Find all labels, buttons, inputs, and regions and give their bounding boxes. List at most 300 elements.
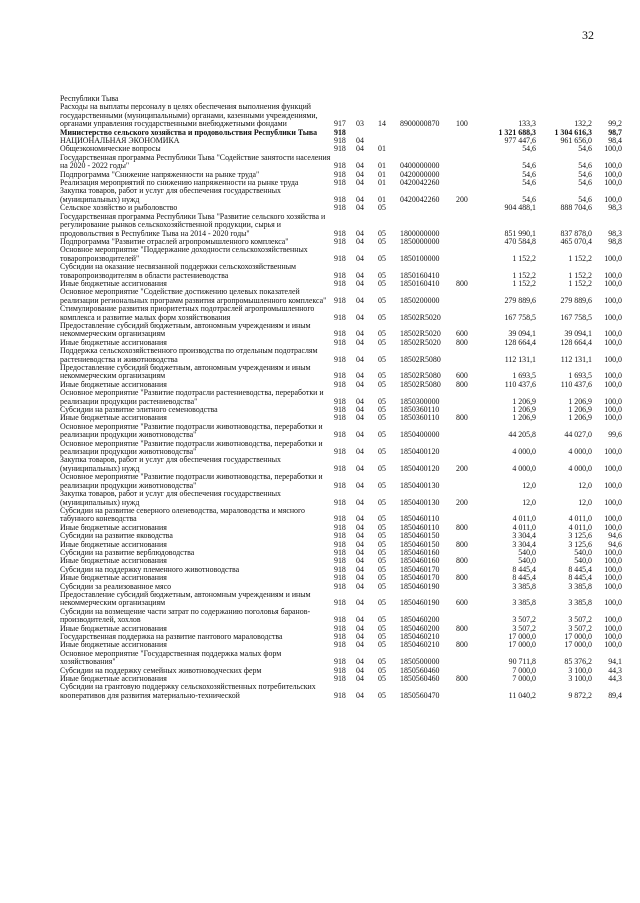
target-article-code: 1850460160 — [400, 547, 440, 557]
ministry-code: 918 — [334, 144, 346, 154]
expense-type-code — [456, 440, 480, 457]
ministry-code: 918 — [334, 312, 346, 322]
table-row — [60, 213, 622, 238]
expense-type-code: 200 — [456, 194, 468, 204]
section-code: 04 — [356, 312, 364, 322]
row-name: Предоставление субсидий бюджетным, автономным учреждениям и иным некоммерческим организациям — [60, 589, 311, 608]
row-name: Подпрограмма "Снижение напряженности на рынке труда" — [60, 169, 260, 179]
ministry-code: 918 — [334, 161, 346, 171]
fact-value: 4 000,0 — [568, 463, 592, 473]
row-name: Иные бюджетные ассигнования — [60, 640, 167, 650]
plan-value: 3 385,8 — [512, 581, 536, 591]
expense-type-code: 800 — [456, 573, 468, 583]
plan-value: 3 507,2 — [512, 615, 536, 625]
target-article-code: 1850460110 — [400, 522, 440, 532]
expense-type-code: 800 — [456, 379, 468, 389]
plan-value: 128 664,4 — [504, 337, 536, 347]
row-name: Иные бюджетные ассигнования — [60, 539, 167, 549]
expense-type-code: 800 — [456, 413, 468, 423]
row-name: Субсидии на развитие северного оленеводства, мараловодства и мясного табунного коневодства — [60, 505, 305, 524]
row-name: Республики Тыва — [60, 94, 119, 103]
expense-type-code — [456, 154, 480, 171]
section-code: 04 — [356, 480, 364, 490]
subsection-code: 05 — [378, 480, 386, 490]
target-article-code: 1850460170 — [400, 564, 440, 574]
target-article-code: 1850400120 — [400, 447, 440, 457]
ministry-code: 918 — [334, 169, 346, 179]
ministry-code: 918 — [334, 295, 346, 305]
target-article-code: 1850460170 — [400, 573, 440, 583]
row-name: Министерство сельского хозяйства и продовольствия Республики Тыва — [60, 127, 318, 137]
section-code: 04 — [356, 615, 364, 625]
subsection-code: 05 — [378, 514, 386, 524]
fact-value: 54,6 — [578, 169, 592, 179]
table-row — [60, 650, 622, 667]
ministry-code: 918 — [334, 253, 346, 263]
target-article-code: 1850560460 — [400, 674, 440, 684]
row-name: Основное мероприятие "Развитие подотрасли растениеводства, переработки и реализации продукции растениеводства" — [60, 388, 324, 406]
section-code: 04 — [356, 203, 364, 213]
subsection-code: 05 — [378, 665, 386, 675]
subsection-code: 05 — [378, 497, 386, 507]
ministry-code: 918 — [334, 405, 346, 415]
target-article-code — [400, 204, 456, 212]
percent-value: 100,0 — [604, 497, 622, 507]
fact-value: 1 152,2 — [568, 278, 592, 288]
section-code: 04 — [356, 329, 364, 339]
ministry-code: 918 — [334, 657, 346, 667]
section-code: 04 — [356, 623, 364, 633]
percent-value: 100,0 — [604, 371, 622, 381]
row-name: Субсидии на грантовую поддержку сельскохозяйственных потребительских кооперативов для развития материально-технической — [60, 682, 316, 700]
section-code: 04 — [356, 463, 364, 473]
plan-value: 8 445,4 — [512, 573, 536, 583]
plan-value: 851 990,1 — [504, 228, 536, 238]
target-article-code: 1850400130 — [400, 497, 440, 507]
plan-value: 1 206,9 — [512, 396, 536, 406]
fact-value — [536, 95, 592, 103]
fact-value: 888 704,6 — [560, 203, 592, 213]
percent-value: 100,0 — [604, 295, 622, 305]
row-name: Субсидии на развитие верблюдоводства — [60, 547, 195, 557]
target-article-code: 1850460190 — [400, 581, 440, 591]
percent-value: 100,0 — [604, 405, 622, 415]
target-article-code: 0420000000 — [400, 169, 440, 179]
target-article-code — [400, 95, 456, 103]
fact-value: 128 664,4 — [560, 337, 592, 347]
expense-type-code: 800 — [456, 640, 468, 650]
target-article-code — [400, 137, 456, 145]
row-name: Закупка товаров, работ и услуг для обеспечения государственных (муниципальных) нужд — [60, 455, 281, 473]
row-name: Общеэкономические вопросы — [60, 144, 161, 154]
percent-value: 100,0 — [604, 463, 622, 473]
subsection-code: 05 — [378, 371, 386, 381]
fact-value: 4 011,0 — [568, 522, 592, 532]
section-code: 04 — [356, 253, 364, 263]
target-article-code: 1850400130 — [400, 480, 440, 490]
subsection-code — [378, 129, 400, 137]
plan-value: 1 206,9 — [512, 405, 536, 415]
percent-value: 94,6 — [608, 539, 622, 549]
percent-value: 100,0 — [604, 413, 622, 423]
plan-value: 44 205,8 — [508, 430, 536, 440]
fact-value: 540,0 — [574, 547, 592, 557]
fact-value: 112 131,1 — [560, 354, 592, 364]
fact-value: 3 385,8 — [568, 598, 592, 608]
subsection-code: 05 — [378, 295, 386, 305]
fact-value: 85 376,2 — [564, 657, 592, 667]
plan-value: 7 000,0 — [512, 665, 536, 675]
plan-value: 54,6 — [522, 194, 536, 204]
percent-value: 100,0 — [604, 581, 622, 591]
section-code: 04 — [356, 581, 364, 591]
fact-value: 3 385,8 — [568, 581, 592, 591]
expense-type-code: 800 — [456, 522, 468, 532]
table-row — [60, 246, 622, 263]
row-name: Субсидии на оказание несвязанной поддержки сельскохозяйственным товаропроизводителям в области растениеводства — [60, 262, 297, 280]
expense-type-code — [456, 473, 480, 490]
subsection-code: 05 — [378, 564, 386, 574]
row-name: Расходы на выплаты персоналу в целях обеспечения выполнения функций государственными (муниципальными) органами, казенными учреждениями, органами управления государственными внебюджетными фондами — [60, 102, 318, 129]
fact-value: 8 445,4 — [568, 573, 592, 583]
plan-value: 1 693,5 — [512, 371, 536, 381]
plan-value: 4 000,0 — [512, 463, 536, 473]
table-row — [60, 440, 622, 457]
table-row — [60, 507, 622, 524]
plan-value: 12,0 — [522, 480, 536, 490]
plan-value: 4 011,0 — [512, 522, 536, 532]
percent-value: 100,0 — [604, 396, 622, 406]
target-article-code: 1850460150 — [400, 539, 440, 549]
percent-value: 100,0 — [604, 615, 622, 625]
subsection-code: 05 — [378, 539, 386, 549]
section-code: 04 — [356, 413, 364, 423]
table-row — [60, 608, 622, 625]
section-code: 04 — [356, 539, 364, 549]
section-code: 04 — [356, 379, 364, 389]
row-name: Основное мероприятие "Поддержание доходности сельскохозяйственных товаропроизводителей" — [60, 245, 308, 263]
section-code: 04 — [356, 665, 364, 675]
expense-type-code: 800 — [456, 539, 468, 549]
section-code: 04 — [356, 514, 364, 524]
percent-value: 100,0 — [604, 329, 622, 339]
percent-value: 100,0 — [604, 253, 622, 263]
ministry-code: 918 — [334, 514, 346, 524]
budget-table — [60, 95, 622, 700]
table-row — [60, 473, 622, 490]
row-name: Предоставление субсидий бюджетным, автономным учреждениям и иным некоммерческим организациям — [60, 363, 311, 381]
expense-type-code — [456, 179, 480, 187]
percent-value: 100,0 — [604, 312, 622, 322]
ministry-code: 918 — [334, 632, 346, 641]
subsection-code: 05 — [378, 690, 386, 700]
section-code: 04 — [356, 573, 364, 583]
row-name: Субсидии на развитие яководства — [60, 531, 173, 541]
plan-value: 8 445,4 — [512, 564, 536, 574]
subsection-code: 05 — [378, 581, 386, 591]
fact-value: 1 693,5 — [568, 371, 592, 381]
row-name: Сельское хозяйство и рыболовство — [60, 203, 178, 213]
percent-value: 100,0 — [604, 514, 622, 524]
fact-value: 3 125,6 — [568, 531, 592, 541]
subsection-code: 05 — [378, 228, 386, 238]
subsection-code: 05 — [378, 430, 386, 440]
row-name: Основное мероприятие "Развитие подотрасли животноводства, переработки и реализации продукции животноводства" — [60, 421, 323, 440]
table-row — [60, 187, 622, 204]
row-name: Иные бюджетные ассигнования — [60, 413, 167, 423]
plan-value: 90 711,8 — [508, 657, 536, 667]
ministry-code: 918 — [334, 329, 346, 339]
expense-type-code — [456, 263, 480, 280]
fact-value: 837 878,0 — [560, 228, 592, 238]
section-code: 04 — [356, 136, 364, 146]
percent-value: 98,3 — [608, 228, 622, 238]
expense-type-code — [456, 95, 480, 103]
expense-type-code — [456, 288, 480, 305]
subsection-code: 05 — [378, 236, 386, 246]
subsection-code: 05 — [378, 632, 386, 641]
expense-type-code — [456, 238, 480, 246]
percent-value: 98,7 — [608, 127, 622, 137]
percent-value: 44,3 — [608, 674, 622, 684]
row-name: Реализация мероприятий по снижению напряженности на рынке труда — [60, 178, 299, 188]
plan-value: 3 385,8 — [512, 598, 536, 608]
subsection-code: 05 — [378, 278, 386, 288]
section-code: 04 — [356, 405, 364, 415]
section-code: 04 — [356, 178, 364, 188]
expense-type-code: 100 — [456, 119, 468, 129]
ministry-code: 918 — [334, 463, 346, 473]
fact-value: 3 125,6 — [568, 539, 592, 549]
expense-type-code — [456, 246, 480, 263]
ministry-code: 918 — [334, 564, 346, 574]
plan-value: 17 000,0 — [508, 632, 536, 641]
ministry-code: 918 — [334, 228, 346, 238]
section-code: 04 — [356, 161, 364, 171]
plan-value: 54,6 — [522, 178, 536, 188]
section-code: 04 — [356, 194, 364, 204]
ministry-code: 918 — [334, 127, 346, 137]
row-name: Подпрограмма "Развитие отраслей агропромышленного комплекса" — [60, 236, 289, 246]
row-name: Поддержка сельскохозяйственного производства по отдельным подотраслям растениеводства и животноводства — [60, 346, 318, 364]
row-name: Государственная программа Республики Тыва "Содействие занятости населения на 2020 - 2022 годы" — [60, 152, 331, 171]
plan-value: 540,0 — [518, 556, 536, 566]
row-name: Стимулирование развития приоритетных подотраслей агропромышленного комплекса и развитие малых форм хозяйствования — [60, 304, 315, 322]
ministry-code: 918 — [334, 531, 346, 541]
expense-type-code — [456, 583, 480, 591]
plan-value: 54,6 — [522, 144, 536, 154]
table-row — [60, 591, 622, 608]
row-name: Иные бюджетные ассигнования — [60, 278, 167, 288]
expense-type-code: 600 — [456, 329, 468, 339]
subsection-code — [378, 95, 400, 103]
subsection-code: 05 — [378, 329, 386, 339]
fact-value: 961 656,0 — [560, 136, 592, 146]
subsection-code: 05 — [378, 556, 386, 566]
percent-value: 98,4 — [608, 136, 622, 146]
plan-value — [480, 95, 536, 103]
subsection-code: 05 — [378, 413, 386, 423]
expense-type-code — [456, 423, 480, 440]
subsection-code: 05 — [378, 253, 386, 263]
fact-value: 39 094,1 — [564, 329, 592, 339]
section-code: 04 — [356, 430, 364, 440]
ministry-code: 918 — [334, 413, 346, 423]
row-name: Закупка товаров, работ и услуг для обеспечения государственных (муниципальных) нужд — [60, 186, 281, 204]
subsection-code: 05 — [378, 354, 386, 364]
row-name: Иные бюджетные ассигнования — [60, 337, 167, 347]
target-article-code: 1850460190 — [400, 598, 440, 608]
expense-type-code — [456, 389, 480, 406]
subsection-code: 01 — [378, 169, 386, 179]
percent-value: 99,6 — [608, 430, 622, 440]
target-article-code: 1850460200 — [400, 623, 440, 633]
subsection-code: 05 — [378, 312, 386, 322]
plan-value: 1 321 688,3 — [498, 127, 536, 137]
expense-type-code — [456, 683, 480, 700]
target-article-code: 1800000000 — [400, 228, 440, 238]
section-code: 04 — [356, 270, 364, 280]
plan-value: 279 889,6 — [504, 295, 536, 305]
subsection-code: 01 — [378, 144, 386, 154]
subsection-code: 05 — [378, 270, 386, 280]
fact-value: 9 872,2 — [568, 690, 592, 700]
row-name: Субсидии за реализованное мясо — [60, 581, 172, 591]
ministry-code: 918 — [334, 598, 346, 608]
expense-type-code — [456, 650, 480, 667]
section-code: 04 — [356, 236, 364, 246]
ministry-code: 918 — [334, 337, 346, 347]
table-row — [60, 103, 622, 128]
ministry-code: 918 — [334, 270, 346, 280]
row-name: Основное мероприятие "Содействие достижению целевых показателей реализации региональных программ развития агропромышленного комплекса" — [60, 287, 327, 305]
table-row — [60, 389, 622, 406]
subsection-code: 05 — [378, 447, 386, 457]
section-code: 04 — [356, 531, 364, 541]
ministry-code: 918 — [334, 379, 346, 389]
percent-value: 100,0 — [604, 447, 622, 457]
subsection-code: 05 — [378, 623, 386, 633]
subsection-code: 14 — [378, 119, 386, 129]
row-name: Иные бюджетные ассигнования — [60, 556, 167, 566]
section-code: 04 — [356, 657, 364, 667]
subsection-code: 05 — [378, 615, 386, 625]
plan-value: 1 206,9 — [512, 413, 536, 423]
plan-value: 3 507,2 — [512, 623, 536, 633]
ministry-code: 918 — [334, 623, 346, 633]
target-article-code: 1850000000 — [400, 236, 440, 246]
expense-type-code — [456, 129, 480, 137]
row-name: Основное мероприятие "Государственная поддержка малых форм хозяйствования" — [60, 648, 282, 667]
section-code: 04 — [356, 354, 364, 364]
subsection-code: 05 — [378, 640, 386, 650]
plan-value: 3 304,4 — [512, 531, 536, 541]
fact-value: 54,6 — [578, 161, 592, 171]
fact-value: 132,2 — [574, 119, 592, 129]
table-row — [60, 305, 622, 322]
expense-type-code: 800 — [456, 674, 468, 684]
ministry-code: 918 — [334, 539, 346, 549]
fact-value: 54,6 — [578, 144, 592, 154]
percent-value: 100,0 — [604, 573, 622, 583]
percent-value: 94,1 — [608, 657, 622, 667]
target-article-code — [400, 145, 456, 153]
expense-type-code — [456, 213, 480, 238]
section-code: 04 — [356, 556, 364, 566]
section-code: 04 — [356, 337, 364, 347]
plan-value: 540,0 — [518, 547, 536, 557]
percent-value: 100,0 — [604, 522, 622, 532]
target-article-code: 1850200000 — [400, 295, 440, 305]
section-code: 04 — [356, 674, 364, 684]
section-code: 04 — [356, 278, 364, 288]
row-name: Субсидии на возмещение части затрат по содержанию поголовья баранов-производителей, хохлов — [60, 606, 311, 625]
table-row — [60, 423, 622, 440]
target-article-code: 18502R5020 — [400, 329, 441, 339]
plan-value: 1 152,2 — [512, 278, 536, 288]
table-row — [60, 347, 622, 364]
section-code: 04 — [356, 144, 364, 154]
ministry-code: 918 — [334, 136, 346, 146]
fact-value: 465 070,4 — [560, 236, 592, 246]
percent-value: 98,3 — [608, 203, 622, 213]
percent-value: 100,0 — [604, 547, 622, 557]
percent-value: 100,0 — [604, 270, 622, 280]
percent-value: 100,0 — [604, 337, 622, 347]
percent-value: 100,0 — [604, 178, 622, 188]
target-article-code — [400, 129, 456, 137]
section-code: 04 — [356, 690, 364, 700]
target-article-code: 1850560470 — [400, 690, 440, 700]
ministry-code: 918 — [334, 665, 346, 675]
target-article-code: 18502R5080 — [400, 354, 441, 364]
target-article-code: 0420042260 — [400, 194, 440, 204]
section-code: 04 — [356, 547, 364, 557]
row-name: Субсидии на поддержку семейных животноводческих ферм — [60, 665, 262, 675]
fact-value: 12,0 — [578, 497, 592, 507]
percent-value: 100,0 — [604, 632, 622, 641]
percent-value: 94,6 — [608, 531, 622, 541]
plan-value: 1 152,2 — [512, 270, 536, 280]
target-article-code: 8900000870 — [400, 119, 440, 129]
target-article-code: 1850160410 — [400, 278, 440, 288]
section-code — [356, 95, 378, 103]
row-name: НАЦИОНАЛЬНАЯ ЭКОНОМИКА — [60, 136, 180, 146]
row-name: Иные бюджетные ассигнования — [60, 573, 167, 583]
fact-value: 1 206,9 — [568, 413, 592, 423]
plan-value: 54,6 — [522, 169, 536, 179]
expense-type-code: 600 — [456, 598, 468, 608]
ministry-code: 918 — [334, 371, 346, 381]
section-code: 04 — [356, 396, 364, 406]
plan-value: 110 437,6 — [504, 379, 536, 389]
ministry-code: 918 — [334, 396, 346, 406]
table-row — [60, 263, 622, 280]
percent-value: 100,0 — [604, 623, 622, 633]
percent-value: 100,0 — [604, 354, 622, 364]
row-name: Основное мероприятие "Развитие подотрасли животноводства, переработки и реализации продукции животноводства" — [60, 472, 323, 490]
subsection-code: 01 — [378, 178, 386, 188]
plan-value: 4 011,0 — [512, 514, 536, 524]
percent-value: 100,0 — [604, 144, 622, 154]
ministry-code: 918 — [334, 615, 346, 625]
fact-value: 3 100,0 — [568, 665, 592, 675]
target-article-code: 1850160410 — [400, 270, 440, 280]
ministry-code: 918 — [334, 354, 346, 364]
fact-value: 54,6 — [578, 194, 592, 204]
subsection-code: 05 — [378, 203, 386, 213]
ministry-code: 918 — [334, 203, 346, 213]
